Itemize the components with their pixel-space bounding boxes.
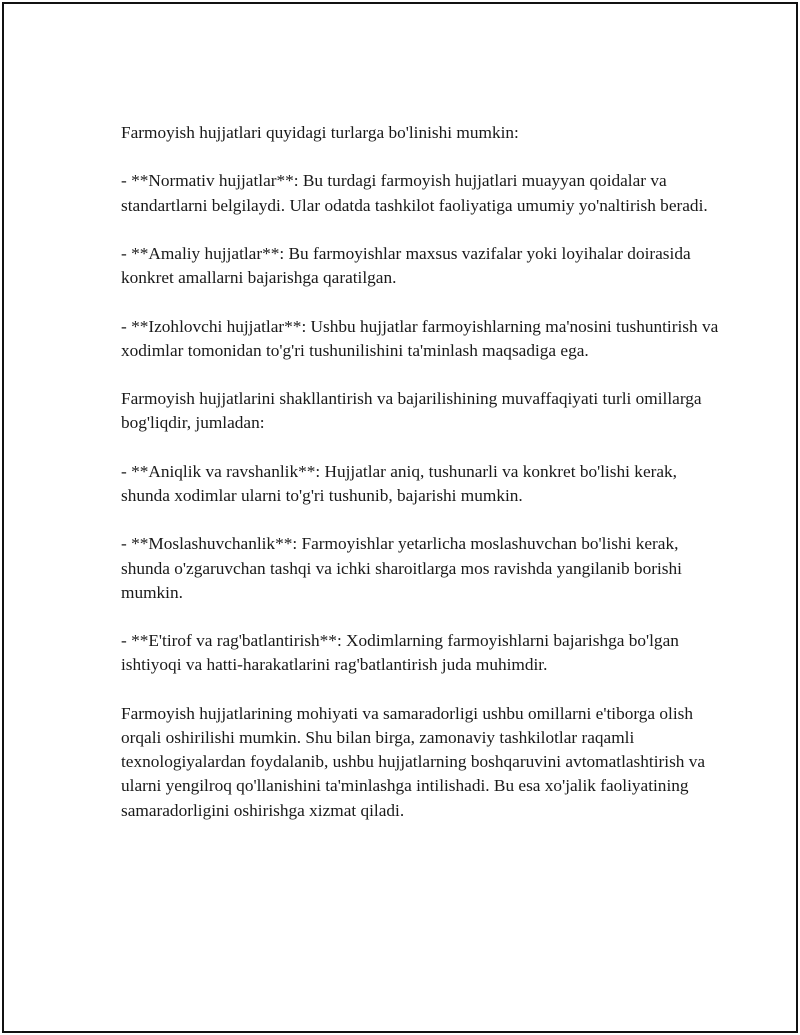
list-item-flexibility: - **Moslashuvchanlik**: Farmoyishlar yetarlicha moslashuvchan bo'lishi kerak, shunda o'zgaruvchan tashqi va ichki sharoitlarga mos ravishda yangilanib borishi mumkin.: [121, 534, 682, 602]
intro-paragraph: Farmoyish hujjatlari quyidagi turlarga bo'linishi mumkin:: [121, 123, 519, 142]
page-frame: [2, 2, 798, 1033]
document-body: [121, 121, 721, 847]
list-item-recognition: - **E'tirof va rag'batlantirish**: Xodimlarning farmoyishlarni bajarishga bo'lgan ishtiyoqi va hatti-harakatlarini rag'batlantirish juda muhimdir.: [121, 631, 679, 675]
conclusion-paragraph: Farmoyish hujjatlarining mohiyati va samaradorligi ushbu omillarni e'tiborga olish orqali oshirilishi mumkin. Shu bilan birga, zamonaviy tashkilotlar raqamli texnologiyalardan foydalanib, ushbu hujjatlarning boshqaruvini avtomatlashtirish va ularni yengilroq qo'llanishini ta'minlashga intilishadi. Bu esa xo'jalik faoliyatining samaradorligini oshirishga xizmat qiladi.: [121, 703, 706, 820]
list-item-normative: - **Normativ hujjatlar**: Bu turdagi farmoyish hujjatlari muayyan qoidalar va standartlarni belgilaydi. Ular odatda tashkilot faoliyatiga umumiy yo'naltirish beradi.: [121, 171, 708, 215]
list-item-practical: - **Amaliy hujjatlar**: Bu farmoyishlar maxsus vazifalar yoki loyihalar doirasida konkret amallarni bajarishga qaratilgan.: [121, 243, 691, 288]
list-item-clarity: - **Aniqlik va ravshanlik**: Hujjatlar aniq, tushunarli va konkret bo'lishi kerak, shunda xodimlar ularni to'g'ri tushunib, bajarishi mumkin.: [121, 461, 677, 505]
list-item-explanatory: - **Izohlovchi hujjatlar**: Ushbu hujjatlar farmoyishlarning ma'nosini tushuntirish va xodimlar tomonidan to'g'ri tushunilishini ta'minlash maqsadiga ega.: [121, 316, 719, 360]
factors-paragraph: Farmoyish hujjatlarini shakllantirish va bajarilishining muvaffaqiyati turli omillarga bog'liqdir, jumladan:: [121, 389, 702, 433]
